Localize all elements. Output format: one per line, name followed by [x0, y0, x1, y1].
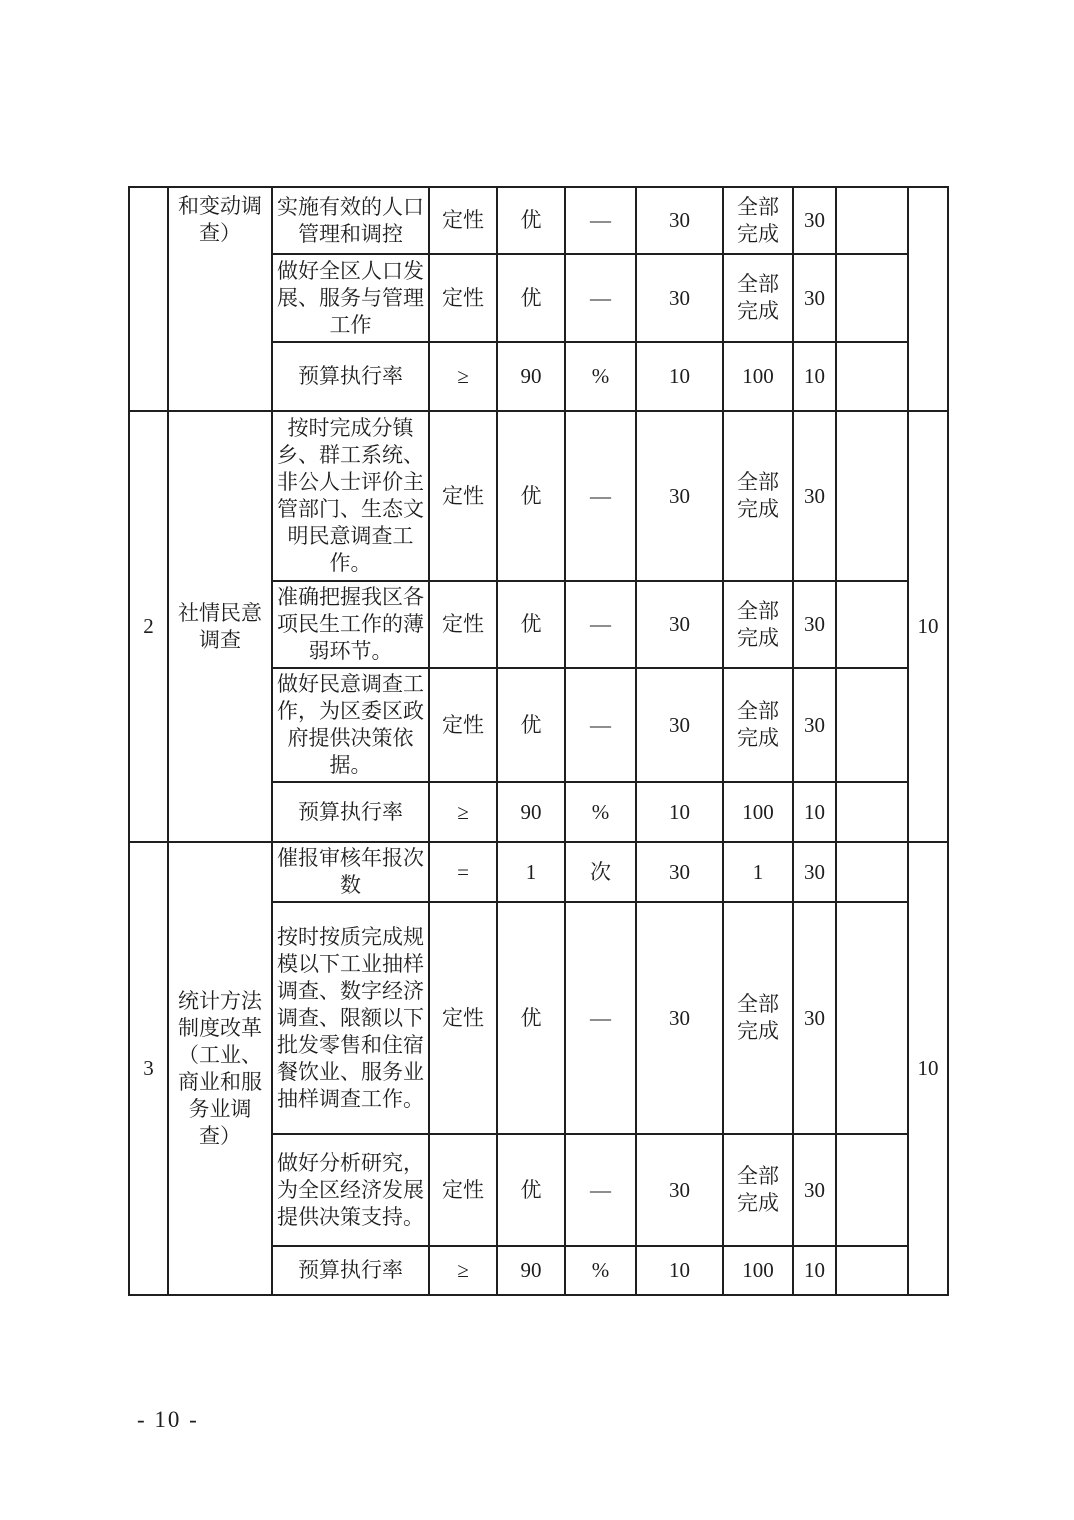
unit-cell: 次	[565, 842, 636, 902]
weight-cell: 30	[636, 668, 723, 782]
score-cell: 30	[793, 187, 836, 254]
indicator-cell: 按时完成分镇乡、群工系统、非公人士评价主管部门、生态文明民意调查工作。	[272, 411, 429, 581]
unit-cell: —	[565, 411, 636, 581]
blank-cell	[836, 668, 908, 782]
actual-cell: 全部完成	[723, 902, 793, 1134]
indicator-cell: 预算执行率	[272, 1246, 429, 1295]
unit-cell: %	[565, 1246, 636, 1295]
page-number: - 10 -	[137, 1407, 199, 1432]
blank-cell	[836, 411, 908, 581]
criterion-cell: 定性	[429, 668, 497, 782]
weight-cell: 30	[636, 842, 723, 902]
criterion-cell: =	[429, 842, 497, 902]
weight-cell: 30	[636, 411, 723, 581]
actual-cell: 全部完成	[723, 1134, 793, 1246]
score-cell: 30	[793, 411, 836, 581]
score-cell: 10	[793, 342, 836, 411]
criterion-cell: 定性	[429, 254, 497, 342]
actual-cell: 全部完成	[723, 581, 793, 668]
unit-cell: —	[565, 902, 636, 1134]
unit-cell: —	[565, 581, 636, 668]
blank-cell	[836, 581, 908, 668]
target-cell: 90	[497, 782, 565, 842]
target-cell: 优	[497, 1134, 565, 1246]
score-cell: 30	[793, 1134, 836, 1246]
indicator-cell: 预算执行率	[272, 782, 429, 842]
total-cell: 10	[908, 842, 948, 1295]
score-cell: 10	[793, 1246, 836, 1295]
blank-cell	[836, 842, 908, 902]
weight-cell: 10	[636, 342, 723, 411]
indicator-cell: 做好分析研究，为全区经济发展提供决策支持。	[272, 1134, 429, 1246]
blank-cell	[836, 1134, 908, 1246]
criterion-cell: ≥	[429, 1246, 497, 1295]
score-cell: 30	[793, 902, 836, 1134]
project-cell: 和变动调查）	[168, 187, 272, 411]
score-cell: 30	[793, 842, 836, 902]
criterion-cell: ≥	[429, 342, 497, 411]
criterion-cell: 定性	[429, 1134, 497, 1246]
target-cell: 优	[497, 411, 565, 581]
unit-cell: %	[565, 782, 636, 842]
blank-cell	[836, 342, 908, 411]
actual-cell: 100	[723, 342, 793, 411]
target-cell: 优	[497, 187, 565, 254]
criterion-cell: ≥	[429, 782, 497, 842]
target-cell: 优	[497, 668, 565, 782]
seq-cell: 3	[129, 842, 168, 1295]
actual-cell: 全部完成	[723, 254, 793, 342]
score-cell: 10	[793, 782, 836, 842]
evaluation-table	[128, 186, 949, 1296]
blank-cell	[836, 1246, 908, 1295]
unit-cell: —	[565, 187, 636, 254]
criterion-cell: 定性	[429, 581, 497, 668]
blank-cell	[836, 187, 908, 254]
indicator-cell: 按时按质完成规模以下工业抽样调查、数字经济调查、限额以下批发零售和住宿餐饮业、服务业抽样调查工作。	[272, 902, 429, 1134]
actual-cell: 全部完成	[723, 411, 793, 581]
seq-cell: 2	[129, 411, 168, 842]
indicator-cell: 准确把握我区各项民生工作的薄弱环节。	[272, 581, 429, 668]
weight-cell: 30	[636, 254, 723, 342]
indicator-cell: 做好全区人口发展、服务与管理工作	[272, 254, 429, 342]
score-cell: 30	[793, 581, 836, 668]
target-cell: 90	[497, 342, 565, 411]
criterion-cell: 定性	[429, 411, 497, 581]
score-cell: 30	[793, 668, 836, 782]
target-cell: 优	[497, 254, 565, 342]
total-cell	[908, 187, 948, 411]
target-cell: 优	[497, 581, 565, 668]
weight-cell: 30	[636, 187, 723, 254]
total-cell: 10	[908, 411, 948, 842]
unit-cell: %	[565, 342, 636, 411]
indicator-cell: 实施有效的人口管理和调控	[272, 187, 429, 254]
score-cell: 30	[793, 254, 836, 342]
weight-cell: 30	[636, 581, 723, 668]
weight-cell: 30	[636, 902, 723, 1134]
target-cell: 1	[497, 842, 565, 902]
indicator-cell: 预算执行率	[272, 342, 429, 411]
criterion-cell: 定性	[429, 187, 497, 254]
actual-cell: 全部完成	[723, 187, 793, 254]
weight-cell: 10	[636, 782, 723, 842]
indicator-cell: 做好民意调查工作，为区委区政府提供决策依据。	[272, 668, 429, 782]
project-cell: 社情民意调查	[168, 411, 272, 842]
weight-cell: 30	[636, 1134, 723, 1246]
indicator-cell: 催报审核年报次数	[272, 842, 429, 902]
target-cell: 优	[497, 902, 565, 1134]
actual-cell: 全部完成	[723, 668, 793, 782]
criterion-cell: 定性	[429, 902, 497, 1134]
actual-cell: 1	[723, 842, 793, 902]
actual-cell: 100	[723, 782, 793, 842]
blank-cell	[836, 782, 908, 842]
actual-cell: 100	[723, 1246, 793, 1295]
blank-cell	[836, 254, 908, 342]
target-cell: 90	[497, 1246, 565, 1295]
unit-cell: —	[565, 668, 636, 782]
unit-cell: —	[565, 254, 636, 342]
weight-cell: 10	[636, 1246, 723, 1295]
project-cell: 统计方法制度改革（工业、商业和服务业调查）	[168, 842, 272, 1295]
seq-cell	[129, 187, 168, 411]
blank-cell	[836, 902, 908, 1134]
unit-cell: —	[565, 1134, 636, 1246]
